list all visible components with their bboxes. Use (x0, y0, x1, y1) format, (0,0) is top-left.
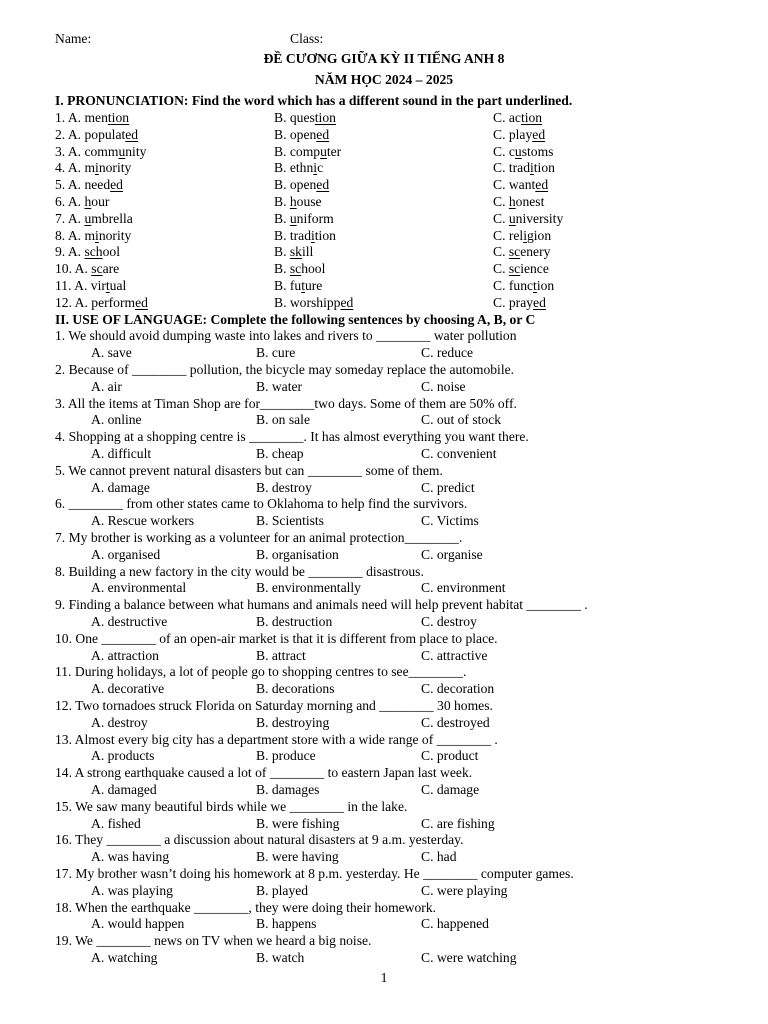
option-a: A. destroy (91, 714, 148, 730)
option-prefix: B. fu (274, 278, 302, 293)
underlined-part: h (84, 194, 92, 209)
item-number: 4. (55, 160, 66, 176)
underlined-part: ed (532, 126, 546, 142)
item-number: 10. (55, 261, 72, 277)
pronunciation-option (274, 160, 323, 177)
option-c: C. happened (421, 916, 489, 932)
question-text: 4. Shopping at a shopping centre is ________. It has almost everything you want there. (55, 429, 529, 445)
question-text: 8. Building a new factory in the city would be ________ disastrous. (55, 563, 424, 579)
school-year: NĂM HỌC 2024 – 2025 (314, 72, 454, 87)
option-suffix: ion (536, 278, 555, 293)
option-suffix: niform (296, 210, 334, 226)
option-prefix: B. comp (274, 143, 321, 159)
option-prefix: B. ques (274, 110, 315, 125)
item-number: 3. (55, 143, 66, 159)
option-prefix: B. (274, 244, 290, 260)
option-a: A. attraction (91, 647, 159, 663)
option-a: A. environmental (91, 580, 187, 596)
option-prefix: B. (274, 194, 290, 209)
underlined-part: ed (316, 126, 330, 142)
option-prefix: A. m (67, 160, 96, 176)
option-prefix: A. populat (67, 126, 126, 142)
option-b: B. decorations (256, 681, 335, 697)
item-number: 11. (55, 278, 72, 293)
option-suffix: ure (304, 278, 323, 293)
underlined-part: h (508, 194, 516, 209)
option-c: C. organise (421, 546, 483, 562)
pronunciation-option (493, 211, 563, 228)
option-a: A. watching (91, 950, 158, 965)
option-a: A. was having (91, 849, 170, 865)
option-prefix: A. (67, 210, 85, 226)
option-suffix: ool (102, 244, 120, 260)
option-suffix: tion (314, 227, 336, 243)
option-prefix: A. m (67, 227, 96, 243)
pronunciation-option (55, 110, 129, 127)
option-suffix: niversity (515, 210, 564, 226)
pronunciation-option (274, 144, 341, 161)
option-prefix: C. (493, 210, 509, 226)
question-text: 1. We should avoid dumping waste into lakes and rivers to ________ water pollution (55, 328, 517, 344)
question-text: 18. When the earthquake ________, they were doing their homework. (55, 899, 437, 915)
option-c: C. predict (421, 479, 475, 495)
pronunciation-option (55, 127, 138, 144)
option-suffix: ouse (296, 194, 322, 209)
option-b: B. organisation (256, 546, 339, 562)
pronunciation-item (55, 278, 755, 295)
option-suffix: c (317, 160, 324, 176)
option-prefix: C. c (493, 143, 515, 159)
option-b: B. attract (256, 647, 306, 663)
pronunciation-option (274, 261, 325, 278)
underlined-part: ed (110, 177, 123, 193)
question-text: 14. A strong earthquake caused a lot of ________ to eastern Japan last week. (55, 765, 473, 781)
option-prefix: B. open (274, 126, 317, 142)
option-suffix: mbrella (91, 210, 133, 226)
option-prefix: B. (274, 261, 290, 277)
option-prefix: C. (493, 261, 509, 277)
document-title: ĐỀ CƯƠNG GIỮA KỲ II TIẾNG ANH 8 (263, 51, 505, 66)
option-prefix: B. ethn (274, 160, 314, 176)
underlined-part: ed (135, 294, 148, 310)
item-number: 6. (55, 194, 66, 209)
option-b: B. were fishing (256, 815, 340, 831)
question-text: 10. One ________ of an open-air market is that it is different from place to place. (55, 630, 498, 646)
pronunciation-option (493, 228, 551, 245)
question-text: 5. We cannot prevent natural disasters but can ________ some of them. (55, 462, 443, 478)
item-number: 1. (55, 110, 66, 125)
class-label: Class: (290, 31, 324, 46)
option-c: C. decoration (421, 681, 495, 697)
option-a: A. save (91, 345, 132, 361)
pronunciation-option (55, 160, 131, 177)
option-prefix: A. comm (67, 143, 119, 159)
item-number: 12. (55, 294, 72, 310)
underlined-part: sc (508, 261, 521, 277)
underlined-part: sc (508, 244, 521, 260)
pronunciation-item (55, 110, 755, 127)
item-number: 9. (55, 244, 66, 260)
pronunciation-option (493, 244, 550, 261)
option-b: B. Scientists (256, 513, 324, 529)
option-suffix: ter (326, 143, 342, 159)
option-a: A. destructive (91, 614, 168, 629)
underlined-part: ed (316, 177, 330, 193)
option-c: C. had (421, 849, 457, 865)
section-2-heading: II. USE OF LANGUAGE: Complete the following sentences by choosing A, B, or C (55, 311, 536, 327)
question-text: 9. Finding a balance between what humans and animals need will help prevent habitat ________ . (55, 597, 588, 613)
pronunciation-option (274, 295, 353, 312)
option-prefix: A. (67, 244, 85, 260)
underlined-part: ed (535, 177, 549, 193)
pronunciation-option (493, 295, 546, 312)
pronunciation-option (493, 160, 555, 177)
question-text: 3. All the items at Timan Shop are for________two days. Some of them are 50% off. (55, 395, 517, 411)
option-prefix: A. need (67, 177, 111, 193)
pronunciation-option (493, 110, 542, 127)
question-text: 16. They ________ a discussion about natural disasters at 9 a.m. yesterday. (55, 832, 464, 848)
option-c: C. were watching (421, 950, 517, 965)
option-c: C. Victims (421, 513, 479, 529)
option-c: C. environment (421, 580, 506, 596)
option-c: C. destroy (421, 614, 477, 629)
option-prefix: C. ac (493, 110, 521, 125)
pronunciation-option (493, 278, 554, 295)
option-suffix: nority (98, 160, 132, 176)
underlined-part: i (311, 227, 315, 243)
option-a: A. air (91, 378, 122, 394)
underlined-part: tion (520, 110, 543, 125)
option-suffix: ual (109, 278, 127, 293)
option-c: C. destroyed (421, 714, 490, 730)
option-prefix: B. worshipp (274, 294, 341, 310)
option-b: B. were having (256, 849, 339, 865)
pronunciation-item (55, 228, 755, 245)
option-b: B. cheap (256, 446, 304, 461)
option-c: C. noise (421, 378, 466, 394)
pronunciation-option (493, 261, 549, 278)
question-text: 13. Almost every big city has a department store with a wide range of ________ . (55, 731, 498, 747)
option-a: A. products (91, 748, 155, 764)
item-number: 2. (55, 126, 66, 142)
question-text: 6. ________ from other states came to Oklahoma to help find the survivors. (55, 496, 468, 512)
option-prefix: C. trad (493, 160, 530, 176)
underlined-part: u (118, 143, 126, 159)
option-prefix: C. rel (493, 227, 524, 243)
pronunciation-option (274, 110, 336, 127)
option-b: B. played (256, 882, 309, 898)
option-a: A. would happen (91, 916, 185, 932)
option-suffix: are (102, 261, 120, 277)
option-c: C. were playing (421, 882, 508, 898)
pronunciation-item (55, 177, 755, 194)
option-prefix: B. (274, 210, 290, 226)
underlined-part: sc (289, 261, 302, 277)
underlined-part: i (523, 227, 527, 243)
question-text: 11. During holidays, a lot of people go to shopping centres to see________. (55, 664, 467, 680)
option-b: B. watch (256, 950, 305, 965)
question-text: 17. My brother wasn’t doing his homework at 8 p.m. yesterday. He ________ computer games. (55, 866, 574, 881)
underlined-part: i (95, 160, 99, 176)
underlined-part: t (533, 278, 537, 293)
pronunciation-item (55, 211, 755, 228)
section-1-heading: I. PRONUNCIATION: Find the word which has a different sound in the part underlined. (55, 93, 573, 108)
underlined-part: h (289, 194, 297, 209)
pronunciation-item (55, 295, 755, 312)
pronunciation-option (55, 211, 133, 228)
pronunciation-option (55, 194, 109, 211)
option-b: B. destruction (256, 614, 333, 629)
option-b: B. damages (256, 782, 320, 797)
option-prefix: A. (67, 194, 85, 209)
underlined-part: i (530, 160, 534, 176)
option-prefix: C. func (493, 278, 534, 293)
option-c: C. are fishing (421, 815, 495, 831)
option-suffix: tion (533, 160, 555, 176)
option-prefix: A. men (67, 110, 108, 125)
pronunciation-option (493, 127, 545, 144)
pronunciation-option (55, 228, 131, 245)
option-b: B. destroy (256, 479, 312, 495)
underlined-part: u (320, 143, 327, 159)
underlined-part: ed (340, 294, 354, 310)
underlined-part: u (514, 143, 522, 159)
option-a: A. Rescue workers (91, 513, 195, 529)
pronunciation-item (55, 261, 755, 278)
option-suffix: nority (98, 227, 132, 243)
pronunciation-option (274, 127, 329, 144)
item-number: 7. (55, 210, 66, 226)
option-b: B. environmentally (256, 580, 361, 596)
option-prefix: A. (74, 261, 92, 277)
option-prefix: C. pray (493, 294, 534, 310)
underlined-part: t (105, 278, 110, 293)
name-label: Name: (55, 31, 92, 46)
option-suffix: onest (515, 194, 545, 209)
option-b: B. cure (256, 345, 296, 361)
underlined-part: u (508, 210, 516, 226)
option-b: B. happens (256, 916, 317, 932)
pronunciation-item (55, 244, 755, 261)
option-b: B. produce (256, 748, 316, 764)
pronunciation-option (274, 228, 336, 245)
underlined-part: ed (533, 294, 546, 310)
pronunciation-option (493, 177, 548, 194)
pronunciation-option (55, 261, 119, 278)
item-number: 8. (55, 227, 66, 243)
question-text: 2. Because of ________ pollution, the bicycle may someday replace the automobile. (55, 362, 515, 377)
underlined-part: tion (314, 110, 336, 125)
option-a: A. decorative (91, 681, 165, 697)
option-suffix: our (91, 194, 110, 209)
underlined-part: sk (289, 244, 302, 260)
option-a: A. organised (91, 546, 161, 562)
pronunciation-option (274, 278, 322, 295)
option-a: A. difficult (91, 446, 152, 461)
question-text: 19. We ________ news on TV when we heard a big noise. (55, 933, 372, 949)
underlined-part: tion (107, 110, 130, 125)
option-c: C. damage (421, 782, 480, 797)
option-prefix: C. want (493, 177, 536, 193)
option-prefix: A. perform (74, 294, 136, 310)
option-suffix: stoms (521, 143, 554, 159)
pronunciation-option (493, 144, 553, 161)
item-number: 5. (55, 177, 66, 193)
pronunciation-option (55, 144, 146, 161)
pronunciation-option (55, 244, 120, 261)
option-a: A. damaged (91, 782, 157, 797)
option-prefix: C. (493, 244, 509, 260)
underlined-part: sc (91, 261, 103, 277)
option-b: B. on sale (256, 412, 310, 428)
underlined-part: u (289, 210, 297, 226)
option-prefix: B. open (274, 177, 317, 193)
underlined-part: t (301, 278, 305, 293)
option-c: C. reduce (421, 345, 474, 361)
option-b: B. destroying (256, 714, 330, 730)
pronunciation-option (493, 194, 544, 211)
option-b: B. water (256, 378, 303, 394)
option-prefix: C. play (493, 126, 533, 142)
option-suffix: gion (526, 227, 552, 243)
option-a: A. was playing (91, 882, 173, 898)
option-a: A. damage (91, 479, 150, 495)
underlined-part: sch (84, 244, 103, 260)
pronunciation-option (55, 278, 126, 295)
pronunciation-item (55, 160, 755, 177)
underlined-part: ed (125, 126, 139, 142)
pronunciation-item (55, 194, 755, 211)
option-prefix: B. trad (274, 227, 311, 243)
option-suffix: ience (520, 261, 549, 277)
pronunciation-item (55, 144, 755, 161)
pronunciation-option (274, 177, 329, 194)
option-prefix: A. vir (74, 278, 106, 293)
underlined-part: u (84, 210, 92, 226)
option-a: A. online (91, 412, 142, 428)
underlined-part: i (95, 227, 99, 243)
pronunciation-option (55, 295, 148, 312)
question-text: 7. My brother is working as a volunteer for an animal protection________. (55, 530, 463, 545)
pronunciation-option (274, 244, 313, 261)
page-number: 1 (380, 970, 388, 985)
option-prefix: C. (493, 194, 509, 209)
pronunciation-option (274, 211, 334, 228)
option-c: C. convenient (421, 446, 497, 461)
question-text: 12. Two tornadoes struck Florida on Saturday morning and ________ 30 homes. (55, 698, 493, 713)
option-a: A. fished (91, 815, 141, 831)
option-c: C. out of stock (421, 412, 502, 428)
pronunciation-item (55, 127, 755, 144)
option-suffix: ill (301, 244, 314, 260)
pronunciation-option (55, 177, 123, 194)
underlined-part: i (313, 160, 318, 176)
option-c: C. product (421, 748, 479, 764)
pronunciation-option (274, 194, 322, 211)
option-suffix: nity (125, 143, 147, 159)
option-c: C. attractive (421, 647, 488, 663)
option-suffix: enery (520, 244, 551, 260)
option-suffix: hool (301, 261, 326, 277)
question-text: 15. We saw many beautiful birds while we ________ in the lake. (55, 798, 408, 814)
